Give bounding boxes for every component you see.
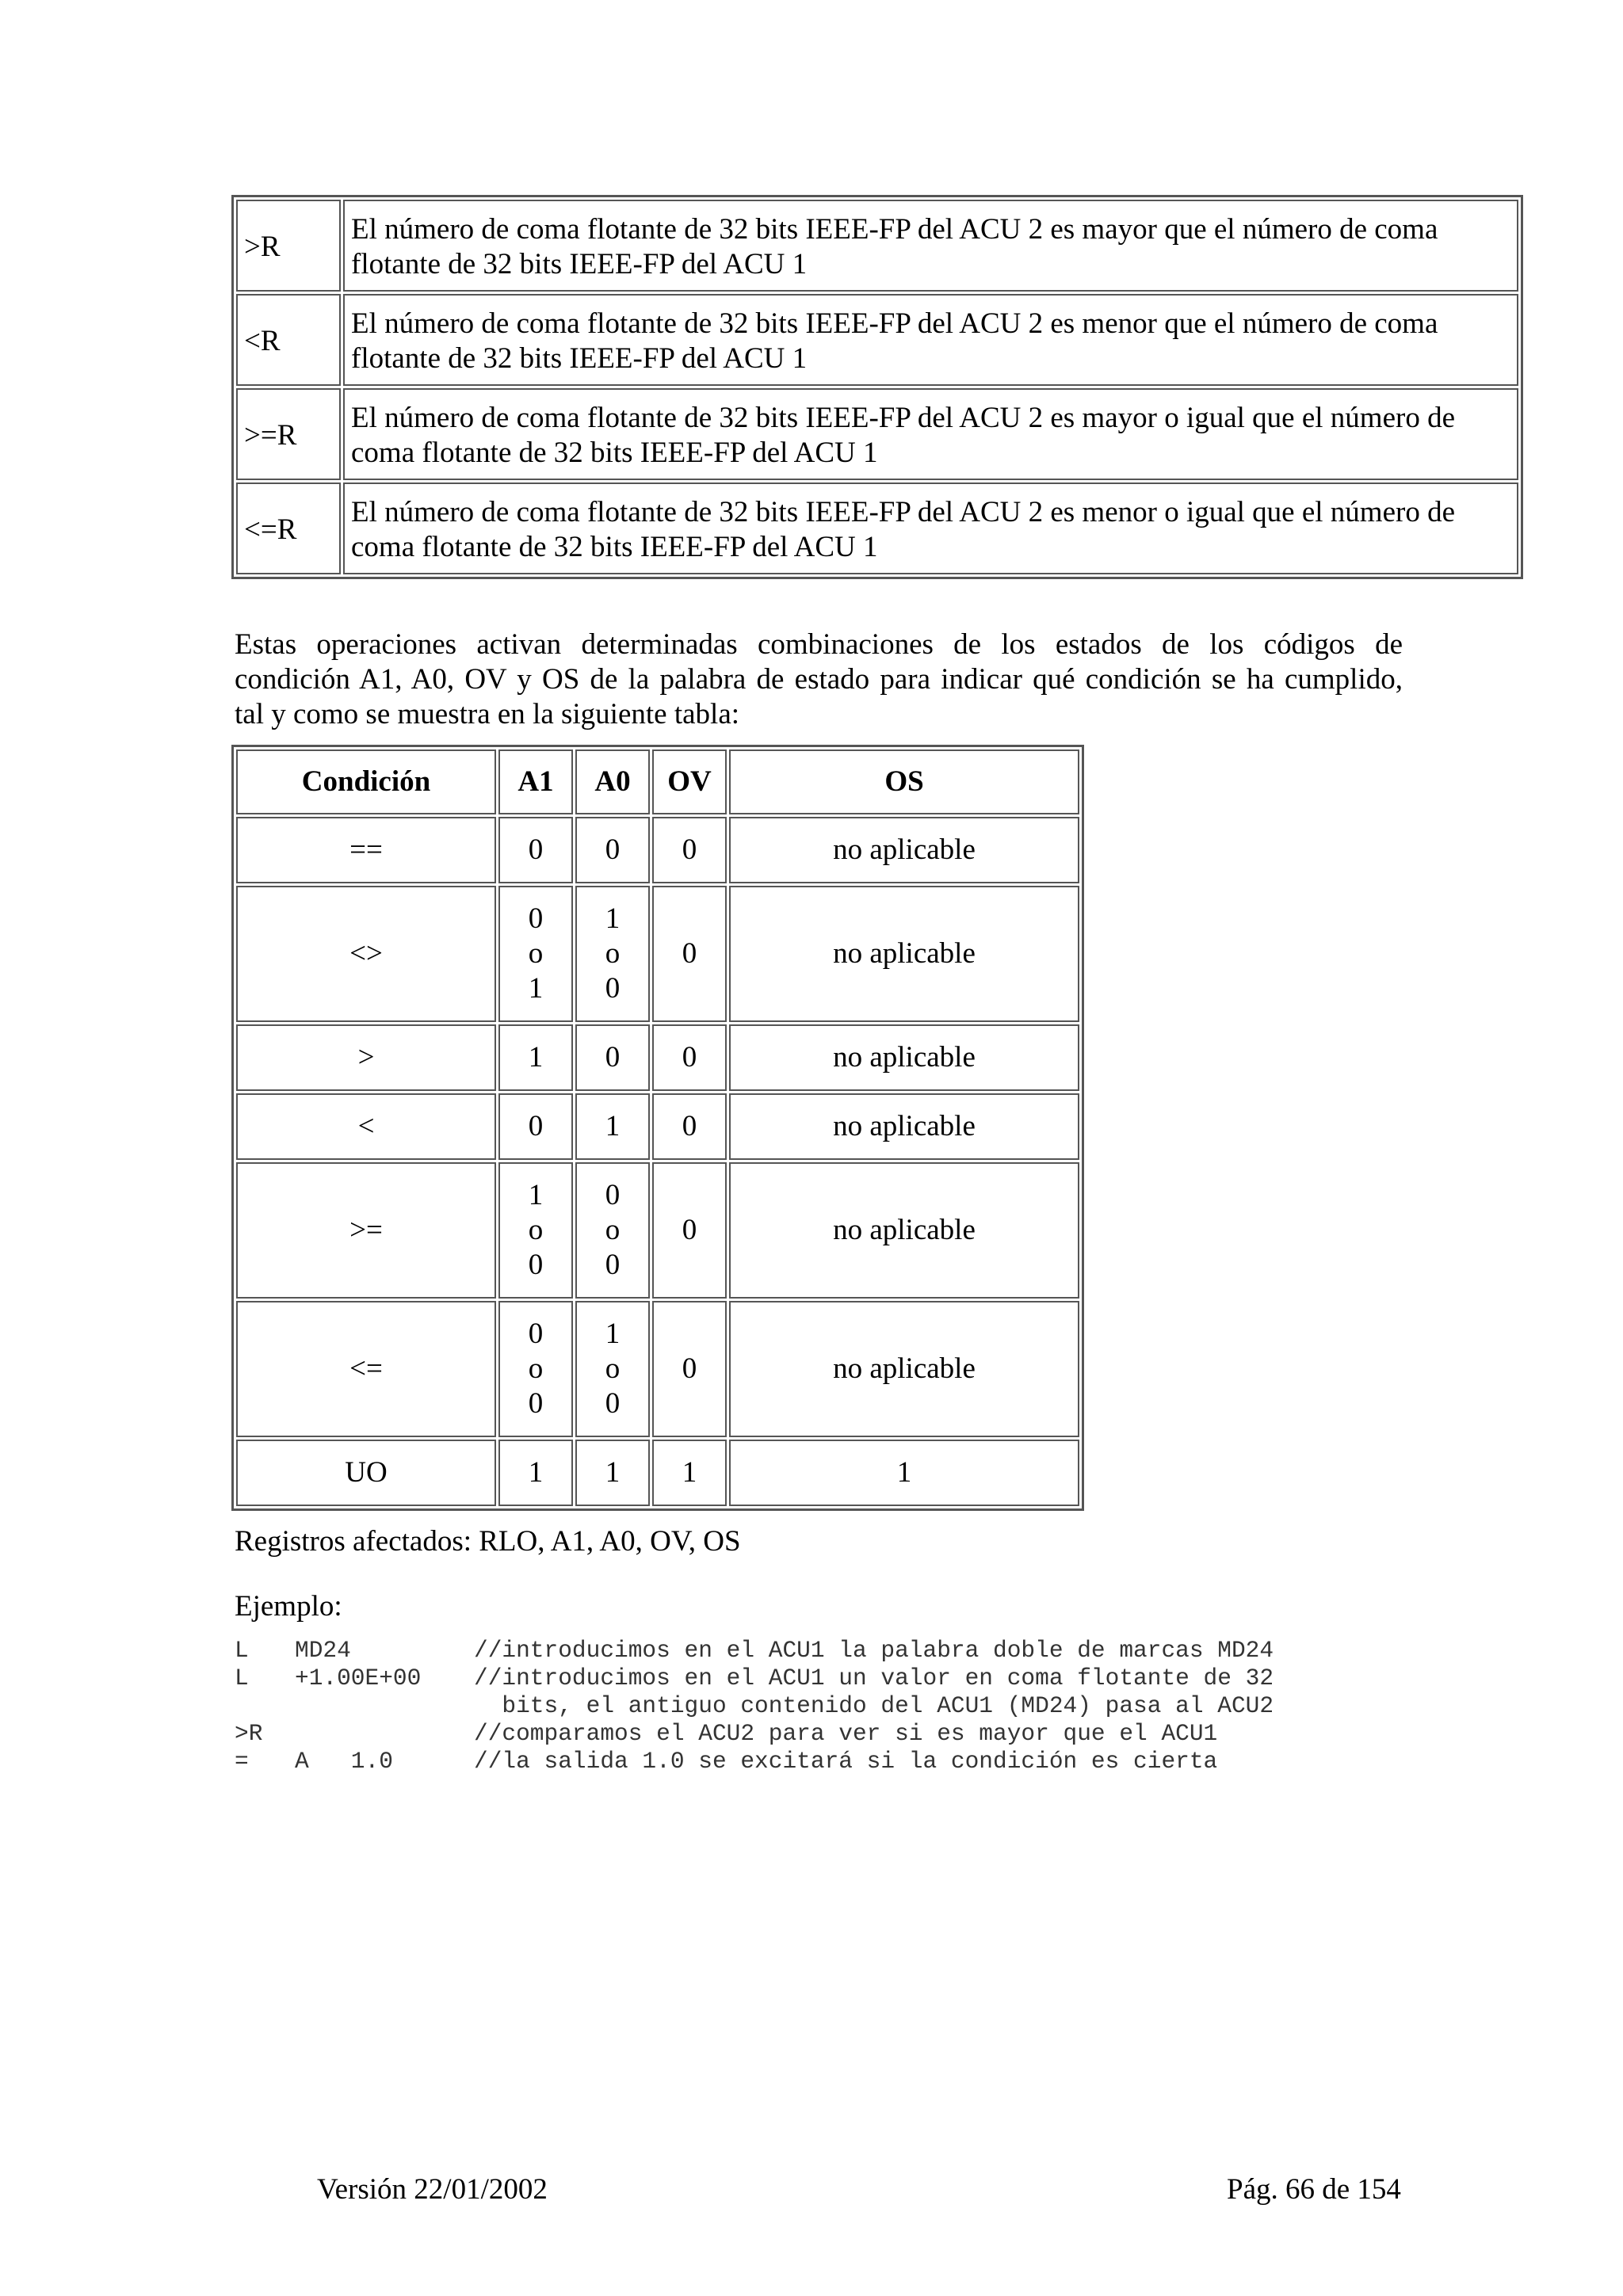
table-header-row: [236, 749, 1079, 814]
header-a0: A0: [575, 749, 650, 814]
code-line: [235, 1720, 1274, 1748]
ov-cell: 0: [652, 817, 727, 883]
intro-line: condición A1, A0, OV y OS de la palabra de estado para indicar qué condición se ha cumplido,: [235, 663, 1403, 696]
a1-value: o: [528, 937, 544, 970]
table-row: [236, 886, 1079, 1022]
ov-cell: 0: [652, 1024, 727, 1091]
table-row: [236, 294, 1518, 386]
code-line: [235, 1665, 1274, 1692]
a0-cell: [575, 1162, 650, 1299]
a1-cell: 0: [498, 817, 573, 883]
a1-value: 0: [528, 1318, 544, 1350]
code-line: [235, 1637, 1274, 1665]
a1-cell: [498, 1301, 573, 1437]
code-line: [235, 1748, 1274, 1775]
code-instruction: =: [235, 1748, 249, 1775]
comparison-operations-table: [231, 195, 1523, 579]
os-cell: 1: [729, 1440, 1079, 1506]
code-line: [235, 1692, 1274, 1720]
a1-value: o: [528, 1214, 544, 1246]
condition-cell: ==: [236, 817, 496, 883]
code-instruction: L: [235, 1665, 249, 1691]
os-cell: no aplicable: [729, 886, 1079, 1022]
operation-cell: >R: [236, 200, 341, 292]
a0-cell: 0: [575, 817, 650, 883]
code-operand: A 1.0: [295, 1748, 393, 1775]
ov-cell: 1: [652, 1440, 727, 1506]
a0-cell: [575, 886, 650, 1022]
condition-cell: UO: [236, 1440, 496, 1506]
os-cell: no aplicable: [729, 1024, 1079, 1091]
a0-value: 1: [605, 902, 621, 935]
condition-cell: <: [236, 1093, 496, 1160]
code-comment: bits, el antiguo contenido del ACU1 (MD24) pasa al ACU2: [474, 1692, 1274, 1719]
a0-cell: 1: [575, 1093, 650, 1160]
table-row: [236, 817, 1079, 883]
header-a1: A1: [498, 749, 573, 814]
a0-value: o: [605, 1352, 621, 1385]
code-instruction: >R: [235, 1720, 263, 1747]
code-comment: //comparamos el ACU2 para ver si es mayor que el ACU1: [474, 1720, 1218, 1747]
condition-cell: >: [236, 1024, 496, 1091]
a0-value: o: [605, 937, 621, 970]
a1-value: 1: [528, 972, 544, 1005]
code-operand: MD24: [295, 1637, 351, 1664]
description-cell: El número de coma flotante de 32 bits IEEE-FP del ACU 2 es menor que el número de coma flotante de 32 bits IEEE-FP del ACU 1: [343, 294, 1518, 386]
a1-value: 0: [528, 1387, 544, 1420]
a1-value: 0: [528, 902, 544, 935]
code-example: [235, 1637, 1274, 1775]
header-os: OS: [729, 749, 1079, 814]
a1-cell: 1: [498, 1024, 573, 1091]
intro-line: Estas operaciones activan determinadas combinaciones de los estados de los códigos de: [235, 628, 1403, 661]
code-instruction: L: [235, 1637, 249, 1664]
a1-value: o: [528, 1352, 544, 1385]
a0-value: 0: [605, 1249, 621, 1281]
footer-page-number: Pág. 66 de 154: [1227, 2173, 1401, 2206]
a0-cell: 0: [575, 1024, 650, 1091]
a1-cell: [498, 1162, 573, 1299]
table-row: [236, 482, 1518, 574]
a0-cell: 1: [575, 1440, 650, 1506]
a0-value: 0: [605, 972, 621, 1005]
ov-cell: 0: [652, 1301, 727, 1437]
table-row: [236, 1162, 1079, 1299]
a1-value: 0: [528, 1249, 544, 1281]
header-condition: Condición: [236, 749, 496, 814]
intro-paragraph: [235, 627, 1403, 732]
description-cell: El número de coma flotante de 32 bits IEEE-FP del ACU 2 es mayor o igual que el número de coma flotante de 32 bits IEEE-FP del ACU 1: [343, 388, 1518, 480]
a1-cell: [498, 886, 573, 1022]
a1-cell: 1: [498, 1440, 573, 1506]
a0-cell: [575, 1301, 650, 1437]
os-cell: no aplicable: [729, 817, 1079, 883]
code-comment: //introducimos en el ACU1 un valor en coma flotante de 32: [474, 1665, 1274, 1691]
os-cell: no aplicable: [729, 1301, 1079, 1437]
table-row: [236, 200, 1518, 292]
description-cell: El número de coma flotante de 32 bits IEEE-FP del ACU 2 es mayor que el número de coma flotante de 32 bits IEEE-FP del ACU 1: [343, 200, 1518, 292]
a0-value: 1: [605, 1318, 621, 1350]
table-row: [236, 1440, 1079, 1506]
a1-cell: 0: [498, 1093, 573, 1160]
a0-value: o: [605, 1214, 621, 1246]
code-comment: //la salida 1.0 se excitará si la condición es cierta: [474, 1748, 1218, 1775]
table-row: [236, 1093, 1079, 1160]
table-row: [236, 388, 1518, 480]
ov-cell: 0: [652, 1093, 727, 1160]
operation-cell: >=R: [236, 388, 341, 480]
table-row: [236, 1024, 1079, 1091]
code-comment: //introducimos en el ACU1 la palabra doble de marcas MD24: [474, 1637, 1274, 1664]
os-cell: no aplicable: [729, 1093, 1079, 1160]
condition-cell: >=: [236, 1162, 496, 1299]
condition-cell: <=: [236, 1301, 496, 1437]
ov-cell: 0: [652, 1162, 727, 1299]
os-cell: no aplicable: [729, 1162, 1079, 1299]
a0-value: 0: [605, 1387, 621, 1420]
status-bits-table: [231, 745, 1084, 1511]
description-cell: El número de coma flotante de 32 bits IEEE-FP del ACU 2 es menor o igual que el número de coma flotante de 32 bits IEEE-FP del ACU 1: [343, 482, 1518, 574]
affected-registers: Registros afectados: RLO, A1, A0, OV, OS: [235, 1525, 741, 1558]
code-operand: +1.00E+00: [295, 1665, 422, 1691]
operation-cell: <R: [236, 294, 341, 386]
a1-value: 1: [528, 1179, 544, 1211]
table-row: [236, 1301, 1079, 1437]
header-ov: OV: [652, 749, 727, 814]
ov-cell: 0: [652, 886, 727, 1022]
operation-cell: <=R: [236, 482, 341, 574]
a0-value: 0: [605, 1179, 621, 1211]
condition-cell: <>: [236, 886, 496, 1022]
example-label: Ejemplo:: [235, 1590, 342, 1623]
intro-line: tal y como se muestra en la siguiente tabla:: [235, 698, 740, 730]
footer-version: Versión 22/01/2002: [317, 2173, 548, 2206]
